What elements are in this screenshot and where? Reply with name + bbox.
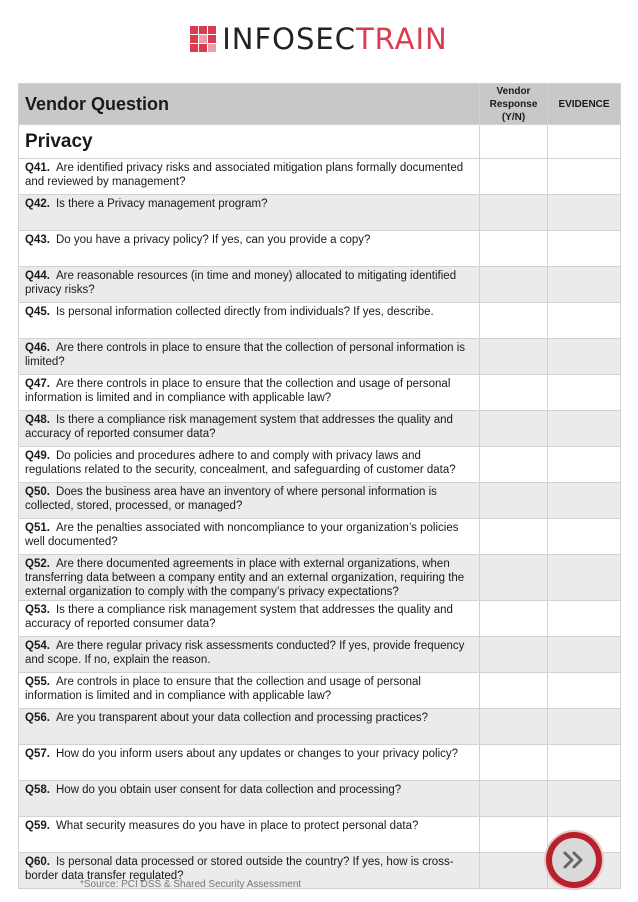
response-cell[interactable] (480, 483, 548, 519)
evidence-cell[interactable] (548, 411, 621, 447)
evidence-cell[interactable] (548, 483, 621, 519)
question-text: Is personal information collected directly from individuals? If yes, describe. (55, 306, 434, 318)
table-row (19, 817, 621, 853)
table-row (19, 601, 621, 637)
table-row (19, 555, 621, 601)
question-text: Is there a compliance risk management system that addresses the quality and accuracy of reported consumer data? (25, 414, 453, 440)
question-number: Q49. (25, 450, 50, 462)
question-text: How do you inform users about any updates or changes to your privacy policy? (55, 748, 459, 760)
question-text: Is there a Privacy management program? (55, 198, 268, 210)
evidence-cell[interactable] (548, 447, 621, 483)
question-number: Q59. (25, 820, 50, 832)
question-number: Q55. (25, 676, 50, 688)
question-number: Q50. (25, 486, 50, 498)
question-number: Q47. (25, 378, 50, 390)
question-text: Are there controls in place to ensure that the collection of personal information is limited? (25, 342, 466, 368)
response-cell[interactable] (480, 519, 548, 555)
evidence-cell[interactable] (548, 601, 621, 637)
table-row (19, 375, 621, 411)
evidence-cell[interactable] (548, 781, 621, 817)
logo-text: INFOSECTRAIN (222, 22, 448, 56)
question-cell (19, 375, 480, 411)
question-cell (19, 267, 480, 303)
response-cell[interactable] (480, 817, 548, 853)
evidence-cell[interactable] (548, 519, 621, 555)
table-row (19, 519, 621, 555)
evidence-cell[interactable] (548, 375, 621, 411)
question-number: Q53. (25, 604, 50, 616)
question-number: Q43. (25, 234, 50, 246)
response-cell[interactable] (480, 781, 548, 817)
header-evidence: EVIDENCE (548, 84, 621, 125)
question-cell (19, 601, 480, 637)
evidence-cell[interactable] (548, 745, 621, 781)
question-cell (19, 555, 480, 601)
question-cell (19, 817, 480, 853)
response-cell[interactable] (480, 601, 548, 637)
evidence-cell[interactable] (548, 159, 621, 195)
question-text: Are the penalties associated with noncompliance to your organization’s policies well documented? (25, 522, 459, 548)
response-cell[interactable] (480, 709, 548, 745)
question-cell (19, 637, 480, 673)
next-button-inner (552, 838, 596, 882)
section-title: Privacy (19, 125, 480, 159)
evidence-cell[interactable] (548, 195, 621, 231)
question-number: Q52. (25, 558, 50, 570)
question-number: Q42. (25, 198, 50, 210)
next-page-button[interactable] (546, 832, 602, 888)
question-text: Are controls in place to ensure that the collection and usage of personal information is limited and in compliance with applicable law? (25, 676, 421, 702)
question-text: What security measures do you have in place to protect personal data? (55, 820, 419, 832)
question-number: Q58. (25, 784, 50, 796)
question-text: Is there a compliance risk management system that addresses the quality and accuracy of reported consumer data? (25, 604, 453, 630)
evidence-cell[interactable] (548, 555, 621, 601)
section-row-privacy (19, 125, 621, 159)
table-row (19, 339, 621, 375)
question-text: Do you have a privacy policy? If yes, can you provide a copy? (55, 234, 371, 246)
table-row (19, 781, 621, 817)
header-vendor-response: Vendor Response (Y/N) (480, 84, 548, 125)
question-cell (19, 231, 480, 267)
response-cell[interactable] (480, 125, 548, 159)
question-text: Do policies and procedures adhere to and comply with privacy laws and regulations related to the security, concealment, and safeguarding of customer data? (25, 450, 456, 476)
question-cell (19, 781, 480, 817)
question-number: Q46. (25, 342, 50, 354)
question-number: Q41. (25, 162, 50, 174)
response-cell[interactable] (480, 853, 548, 889)
question-cell (19, 159, 480, 195)
response-cell[interactable] (480, 195, 548, 231)
question-cell (19, 709, 480, 745)
table-row (19, 673, 621, 709)
table-row (19, 411, 621, 447)
table-row (19, 447, 621, 483)
question-text: Are reasonable resources (in time and money) allocated to mitigating identified privacy risks? (25, 270, 457, 296)
logo (0, 22, 638, 56)
question-text: Are you transparent about your data collection and processing practices? (55, 712, 428, 724)
table-row (19, 303, 621, 339)
response-cell[interactable] (480, 339, 548, 375)
question-cell (19, 519, 480, 555)
response-cell[interactable] (480, 411, 548, 447)
question-number: Q56. (25, 712, 50, 724)
header-vendor-question: Vendor Question (19, 84, 480, 125)
response-cell[interactable] (480, 303, 548, 339)
evidence-cell[interactable] (548, 637, 621, 673)
vendor-question-table (18, 83, 621, 889)
question-text: Is personal data processed or stored outside the country? If yes, how is cross-border data transfer regulated? (25, 856, 454, 882)
table-row (19, 231, 621, 267)
question-text: Are identified privacy risks and associated mitigation plans formally documented and reviewed by management? (25, 162, 464, 188)
question-cell (19, 339, 480, 375)
table-row (19, 637, 621, 673)
table-row (19, 745, 621, 781)
response-cell[interactable] (480, 267, 548, 303)
evidence-cell[interactable] (548, 339, 621, 375)
question-number: Q48. (25, 414, 50, 426)
response-cell[interactable] (480, 447, 548, 483)
response-cell[interactable] (480, 673, 548, 709)
evidence-cell[interactable] (548, 267, 621, 303)
question-cell (19, 303, 480, 339)
question-number: Q45. (25, 306, 50, 318)
question-cell (19, 483, 480, 519)
question-text: How do you obtain user consent for data collection and processing? (55, 784, 402, 796)
question-text: Are there controls in place to ensure that the collection and usage of personal information is limited and in compliance with applicable law? (25, 378, 451, 404)
response-cell[interactable] (480, 375, 548, 411)
response-cell[interactable] (480, 745, 548, 781)
double-chevron-right-icon (562, 850, 586, 870)
table-header (19, 84, 621, 125)
response-cell[interactable] (480, 159, 548, 195)
table-row (19, 159, 621, 195)
question-number: Q51. (25, 522, 50, 534)
evidence-cell[interactable] (548, 303, 621, 339)
response-cell[interactable] (480, 637, 548, 673)
response-cell[interactable] (480, 231, 548, 267)
evidence-cell[interactable] (548, 673, 621, 709)
question-cell (19, 411, 480, 447)
table-row (19, 709, 621, 745)
table-row (19, 483, 621, 519)
question-text: Are there regular privacy risk assessments conducted? If yes, provide frequency and scope. If no, explain the reason. (25, 640, 465, 666)
response-cell[interactable] (480, 555, 548, 601)
question-cell (19, 745, 480, 781)
question-number: Q44. (25, 270, 50, 282)
evidence-cell[interactable] (548, 231, 621, 267)
logo-grid-icon (190, 26, 216, 52)
question-text: Are there documented agreements in place with external organizations, when transferring data between a company entity and an external organization, requiring the external organization to comply with the company’s privacy expectations? (25, 558, 465, 598)
question-number: Q60. (25, 856, 50, 868)
evidence-cell[interactable] (548, 709, 621, 745)
question-cell (19, 673, 480, 709)
question-number: Q57. (25, 748, 50, 760)
question-number: Q54. (25, 640, 50, 652)
question-cell (19, 447, 480, 483)
evidence-cell[interactable] (548, 125, 621, 159)
question-cell (19, 195, 480, 231)
source-footnote: *Source: PCI DSS & Shared Security Assessment (80, 879, 302, 890)
table-row (19, 195, 621, 231)
table-row (19, 267, 621, 303)
question-text: Does the business area have an inventory of where personal information is collected, stored, processed, or managed? (25, 486, 437, 512)
